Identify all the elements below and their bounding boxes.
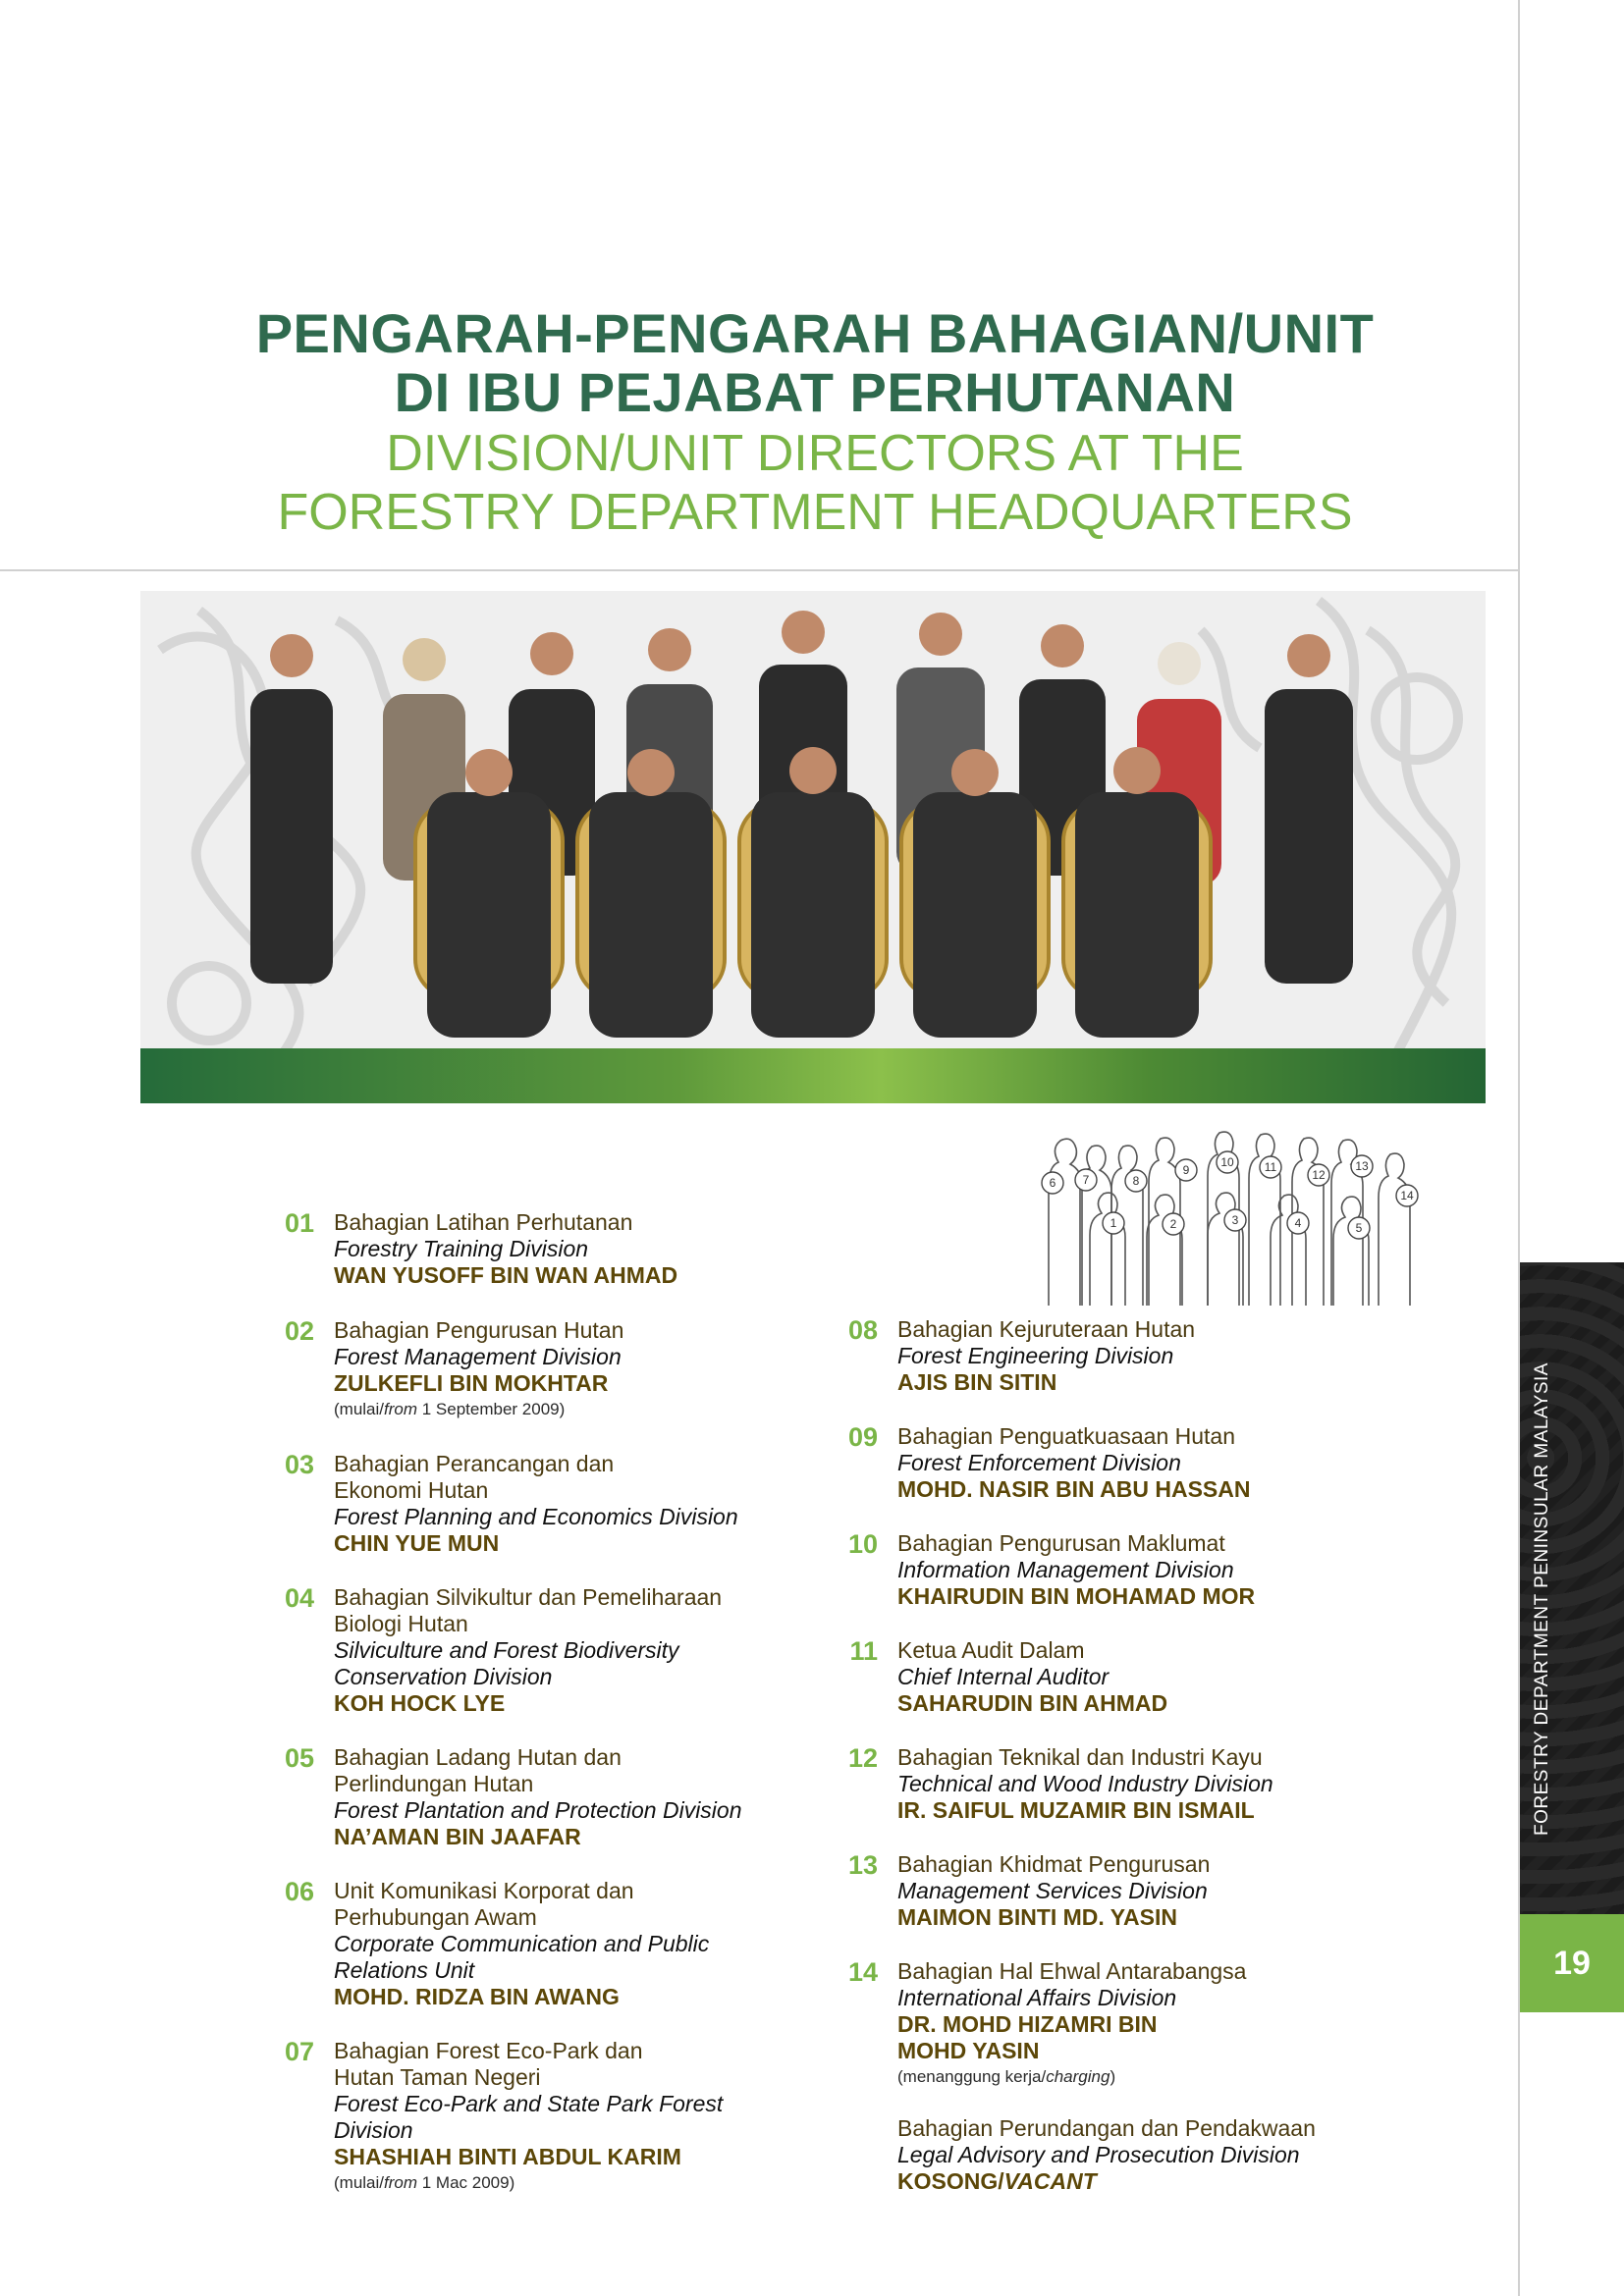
division-name-english: Legal Advisory and Prosecution Division bbox=[897, 2142, 1300, 2167]
key-label-4: 4 bbox=[1294, 1216, 1302, 1230]
division-name-malay: Perhubungan Awam bbox=[334, 1904, 537, 1930]
director-name bbox=[897, 2168, 1447, 2195]
note-prefix: (menanggung kerja/ bbox=[897, 2067, 1047, 2086]
division-name-malay: Bahagian Ladang Hutan dan bbox=[334, 1744, 622, 1770]
note-emphasis: from bbox=[384, 1400, 418, 1418]
division-name-malay: Biologi Hutan bbox=[334, 1611, 468, 1636]
director-name: MAIMON BINTI MD. YASIN bbox=[897, 1904, 1177, 1930]
director-name-text: KOSONG/ bbox=[897, 2168, 1004, 2194]
division-name-malay: Bahagian Pengurusan Maklumat bbox=[897, 1530, 1225, 1556]
division-name-english: Forest Planning and Economics Division bbox=[334, 1504, 738, 1529]
entry-text bbox=[897, 1744, 1447, 1824]
division-name-malay: Bahagian Pengurusan Hutan bbox=[334, 1317, 624, 1343]
entry-number: 02 bbox=[284, 1316, 314, 1346]
division-name-malay: Bahagian Silvikultur dan Pemeliharaan bbox=[334, 1584, 723, 1610]
director-name: DR. MOHD HIZAMRI BIN bbox=[897, 2011, 1158, 2037]
entry-text bbox=[897, 1637, 1447, 1717]
division-name-english: Technical and Wood Industry Division bbox=[897, 1771, 1273, 1796]
division-name-english: International Affairs Division bbox=[897, 1985, 1177, 2010]
division-name-english: Forest Engineering Division bbox=[897, 1343, 1174, 1368]
division-name-malay: Bahagian Khidmat Pengurusan bbox=[897, 1851, 1211, 1877]
entry-number: 14 bbox=[847, 1957, 878, 1987]
director-name: AJIS BIN SITIN bbox=[897, 1369, 1057, 1395]
division-name-english: Forest Eco-Park and State Park Forest bbox=[334, 2091, 724, 2116]
division-name-english: Conservation Division bbox=[334, 1664, 553, 1689]
entry-number: 01 bbox=[284, 1208, 314, 1238]
division-name-malay: Ketua Audit Dalam bbox=[897, 1637, 1085, 1663]
key-label-14: 14 bbox=[1400, 1189, 1414, 1202]
vacant-label: VACANT bbox=[1003, 2168, 1097, 2194]
entry-text bbox=[897, 2115, 1447, 2195]
side-running-title: FORESTRY DEPARTMENT PENINSULAR MALAYSIA bbox=[1532, 1362, 1552, 1836]
title-malay-line-2: DI IBU PEJABAT PERHUTANAN bbox=[394, 361, 1236, 423]
division-name-english: Chief Internal Auditor bbox=[897, 1664, 1110, 1689]
photo-green-strip bbox=[140, 1048, 1486, 1103]
key-label-7: 7 bbox=[1082, 1173, 1090, 1187]
division-name-malay: Bahagian Perancangan dan bbox=[334, 1451, 615, 1476]
entry-text bbox=[897, 1530, 1447, 1610]
division-name-english: Forestry Training Division bbox=[334, 1236, 589, 1261]
division-name-malay: Unit Komunikasi Korporat dan bbox=[334, 1878, 634, 1903]
entry-text bbox=[334, 1317, 884, 1422]
key-label-9: 9 bbox=[1182, 1163, 1190, 1177]
division-name-english: Silviculture and Forest Biodiversity bbox=[334, 1637, 679, 1663]
director-name: SAHARUDIN BIN AHMAD bbox=[897, 1690, 1168, 1716]
title-divider bbox=[0, 569, 1518, 571]
director-name: IR. SAIFUL MUZAMIR BIN ISMAIL bbox=[897, 1797, 1255, 1823]
page-title bbox=[137, 304, 1492, 540]
entry-number: 04 bbox=[284, 1583, 314, 1613]
key-label-8: 8 bbox=[1132, 1174, 1140, 1188]
page-number: 19 bbox=[1520, 1914, 1624, 2012]
director-name: ZULKEFLI BIN MOKHTAR bbox=[334, 1370, 609, 1396]
division-name-english: Relations Unit bbox=[334, 1957, 475, 1983]
entry-text bbox=[897, 1958, 1447, 2090]
director-name: KHAIRUDIN BIN MOHAMAD MOR bbox=[897, 1583, 1256, 1609]
entry-number: 11 bbox=[849, 1636, 878, 1666]
division-name-malay: Bahagian Latihan Perhutanan bbox=[334, 1209, 633, 1235]
division-name-malay: Bahagian Forest Eco-Park dan bbox=[334, 2038, 643, 2063]
note-suffix: 1 September 2009) bbox=[417, 1400, 566, 1418]
division-name-english: Corporate Communication and Public bbox=[334, 1931, 710, 1956]
entry-text bbox=[334, 1451, 884, 1557]
key-label-10: 10 bbox=[1220, 1155, 1234, 1169]
entry-text bbox=[334, 2038, 884, 2196]
entry-text bbox=[897, 1423, 1447, 1503]
division-name-malay: Ekonomi Hutan bbox=[334, 1477, 489, 1503]
group-photo bbox=[140, 591, 1486, 1103]
note-prefix: (mulai/ bbox=[334, 1400, 385, 1418]
note-suffix: ) bbox=[1110, 2067, 1116, 2086]
entry-text bbox=[334, 1584, 884, 1717]
entry-text bbox=[897, 1316, 1447, 1396]
entry-number: 09 bbox=[847, 1422, 878, 1452]
director-name: KOH HOCK LYE bbox=[334, 1690, 506, 1716]
appointment-note bbox=[334, 1397, 884, 1422]
entry-number: 05 bbox=[284, 1743, 314, 1773]
entry-text bbox=[897, 1851, 1447, 1931]
entry-text bbox=[334, 1744, 884, 1850]
entry-text bbox=[334, 1209, 884, 1289]
division-name-english: Division bbox=[334, 2117, 413, 2143]
division-name-malay: Bahagian Hal Ehwal Antarabangsa bbox=[897, 1958, 1247, 1984]
director-name: WAN YUSOFF BIN WAN AHMAD bbox=[334, 1262, 678, 1288]
entry-number: 07 bbox=[284, 2037, 314, 2066]
director-name: MOHD. NASIR BIN ABU HASSAN bbox=[897, 1476, 1251, 1502]
division-name-english: Forest Plantation and Protection Division bbox=[334, 1797, 742, 1823]
title-english-line-2: FORESTRY DEPARTMENT HEADQUARTERS bbox=[277, 484, 1353, 541]
entry-number: 13 bbox=[847, 1850, 878, 1880]
division-name-english: Forest Enforcement Division bbox=[897, 1450, 1181, 1475]
entry-number: 12 bbox=[847, 1743, 878, 1773]
title-english-line-1: DIVISION/UNIT DIRECTORS AT THE bbox=[386, 425, 1244, 482]
director-name: CHIN YUE MUN bbox=[334, 1530, 500, 1556]
division-name-english: Management Services Division bbox=[897, 1878, 1208, 1903]
division-name-malay: Perlindungan Hutan bbox=[334, 1771, 534, 1796]
entry-number: 10 bbox=[847, 1529, 878, 1559]
note-emphasis: from bbox=[384, 2173, 418, 2192]
appointment-note bbox=[334, 2170, 884, 2196]
division-name-english: Forest Management Division bbox=[334, 1344, 622, 1369]
entry-number: 08 bbox=[847, 1315, 878, 1345]
division-name-malay: Bahagian Kejuruteraan Hutan bbox=[897, 1316, 1196, 1342]
key-label-13: 13 bbox=[1355, 1159, 1369, 1173]
entry-text bbox=[334, 1878, 884, 2010]
title-malay-line-1: PENGARAH-PENGARAH BAHAGIAN/UNIT bbox=[255, 302, 1375, 364]
director-name: NA’AMAN BIN JAAFAR bbox=[334, 1824, 581, 1849]
director-name: SHASHIAH BINTI ABDUL KARIM bbox=[334, 2144, 681, 2169]
appointment-note bbox=[897, 2064, 1447, 2090]
division-name-english: Information Management Division bbox=[897, 1557, 1234, 1582]
director-name: MOHD YASIN bbox=[897, 2038, 1040, 2063]
division-name-malay: Bahagian Penguatkuasaan Hutan bbox=[897, 1423, 1236, 1449]
note-prefix: (mulai/ bbox=[334, 2173, 385, 2192]
key-label-5: 5 bbox=[1355, 1221, 1363, 1235]
photo-figure-key bbox=[1021, 1127, 1434, 1306]
key-label-1: 1 bbox=[1110, 1216, 1117, 1230]
key-label-2: 2 bbox=[1169, 1217, 1177, 1231]
key-label-3: 3 bbox=[1231, 1213, 1239, 1227]
entry-number: 06 bbox=[284, 1877, 314, 1906]
division-name-malay: Hutan Taman Negeri bbox=[334, 2064, 541, 2090]
entry-number: 03 bbox=[284, 1450, 314, 1479]
division-name-malay: Bahagian Teknikal dan Industri Kayu bbox=[897, 1744, 1263, 1770]
note-emphasis: charging bbox=[1046, 2067, 1110, 2086]
key-label-6: 6 bbox=[1049, 1176, 1056, 1190]
director-name: MOHD. RIDZA BIN AWANG bbox=[334, 1984, 620, 2009]
key-label-12: 12 bbox=[1312, 1168, 1326, 1182]
key-label-11: 11 bbox=[1264, 1160, 1277, 1174]
note-suffix: 1 Mac 2009) bbox=[417, 2173, 515, 2192]
division-name-malay: Bahagian Perundangan dan Pendakwaan bbox=[897, 2115, 1316, 2141]
